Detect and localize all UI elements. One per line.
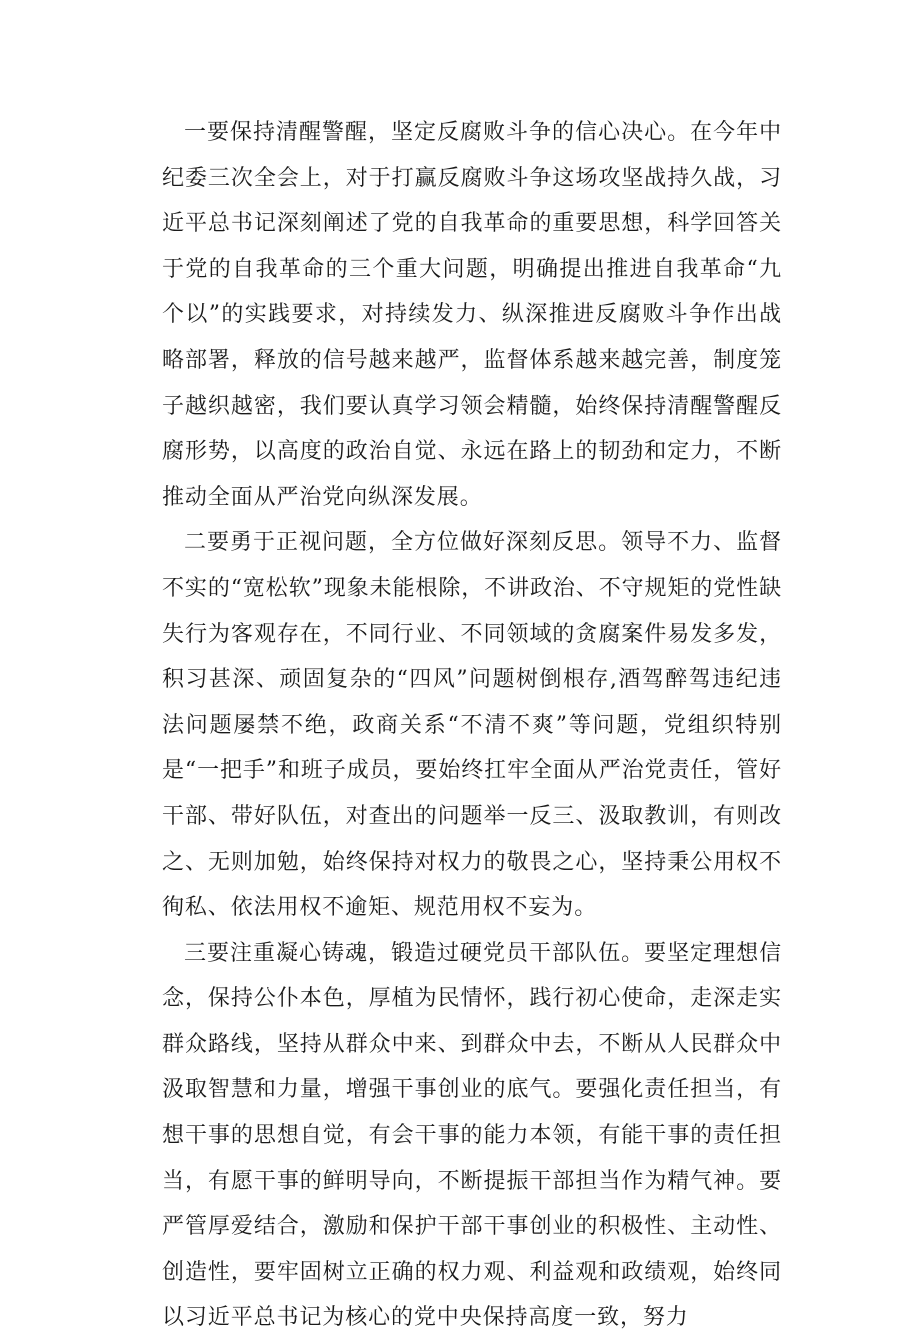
paragraph-1: 一要保持清醒警醒，坚定反腐败斗争的信心决心。在今年中纪委三次全会上，对于打赢反腐败斗争这场攻坚战持久战，习近平总书记深刻阐述了党的自我革命的重要思想，科学回答关于党的自我革命的三个重大问题，明确提出推进自我革命“九个以”的实践要求，对持续发力、纵深推进反腐败斗争作出战略部署，释放的信号越来越严，监督体系越来越完善，制度笼子越织越密，我们要认真学习领会精髓，始终保持清醒警醒反腐形势，以高度的政治自觉、永远在路上的韧劲和定力，不断推动全面从严治党向纵深发展。 <box>162 120 782 510</box>
paragraph-3: 三要注重凝心铸魂，锻造过硬党员干部队伍。要坚定理想信念，保持公仆本色，厚植为民情怀，践行初心使命，走深走实群众路线，坚持从群众中来、到群众中去，不断从人民群众中汲取智慧和力量，增强干事创业的底气。要强化责任担当，有想干事的思想自觉，有会干事的能力本领，有能干事的责任担当，有愿干事的鲜明导向，不断提振干部担当作为精气神。要严管厚爱结合，激励和保护干部干事创业的积极性、主动性、创造性，要牢固树立正确的权力观、利益观和政绩观，始终同以习近平总书记为核心的党中央保持高度一致，努力 <box>162 940 782 1331</box>
paragraph-2: 二要勇于正视问题，全方位做好深刻反思。领导不力、监督不实的“宽松软”现象未能根除，不讲政治、不守规矩的党性缺失行为客观存在，不同行业、不同领域的贪腐案件易发多发，积习甚深、顽固复杂的“四风”问题树倒根存,酒驾醉驾违纪违法问题屡禁不绝，政商关系“不清不爽”等问题，党组织特别是“一把手”和班子成员，要始终扛牢全面从严治党责任，管好干部、带好队伍，对查出的问题举一反三、汲取教训，有则改之、无则加勉，始终保持对权力的敬畏之心，坚持秉公用权不徇私、依法用权不逾矩、规范用权不妄为。 <box>162 530 782 921</box>
document-body <box>162 110 782 1341</box>
